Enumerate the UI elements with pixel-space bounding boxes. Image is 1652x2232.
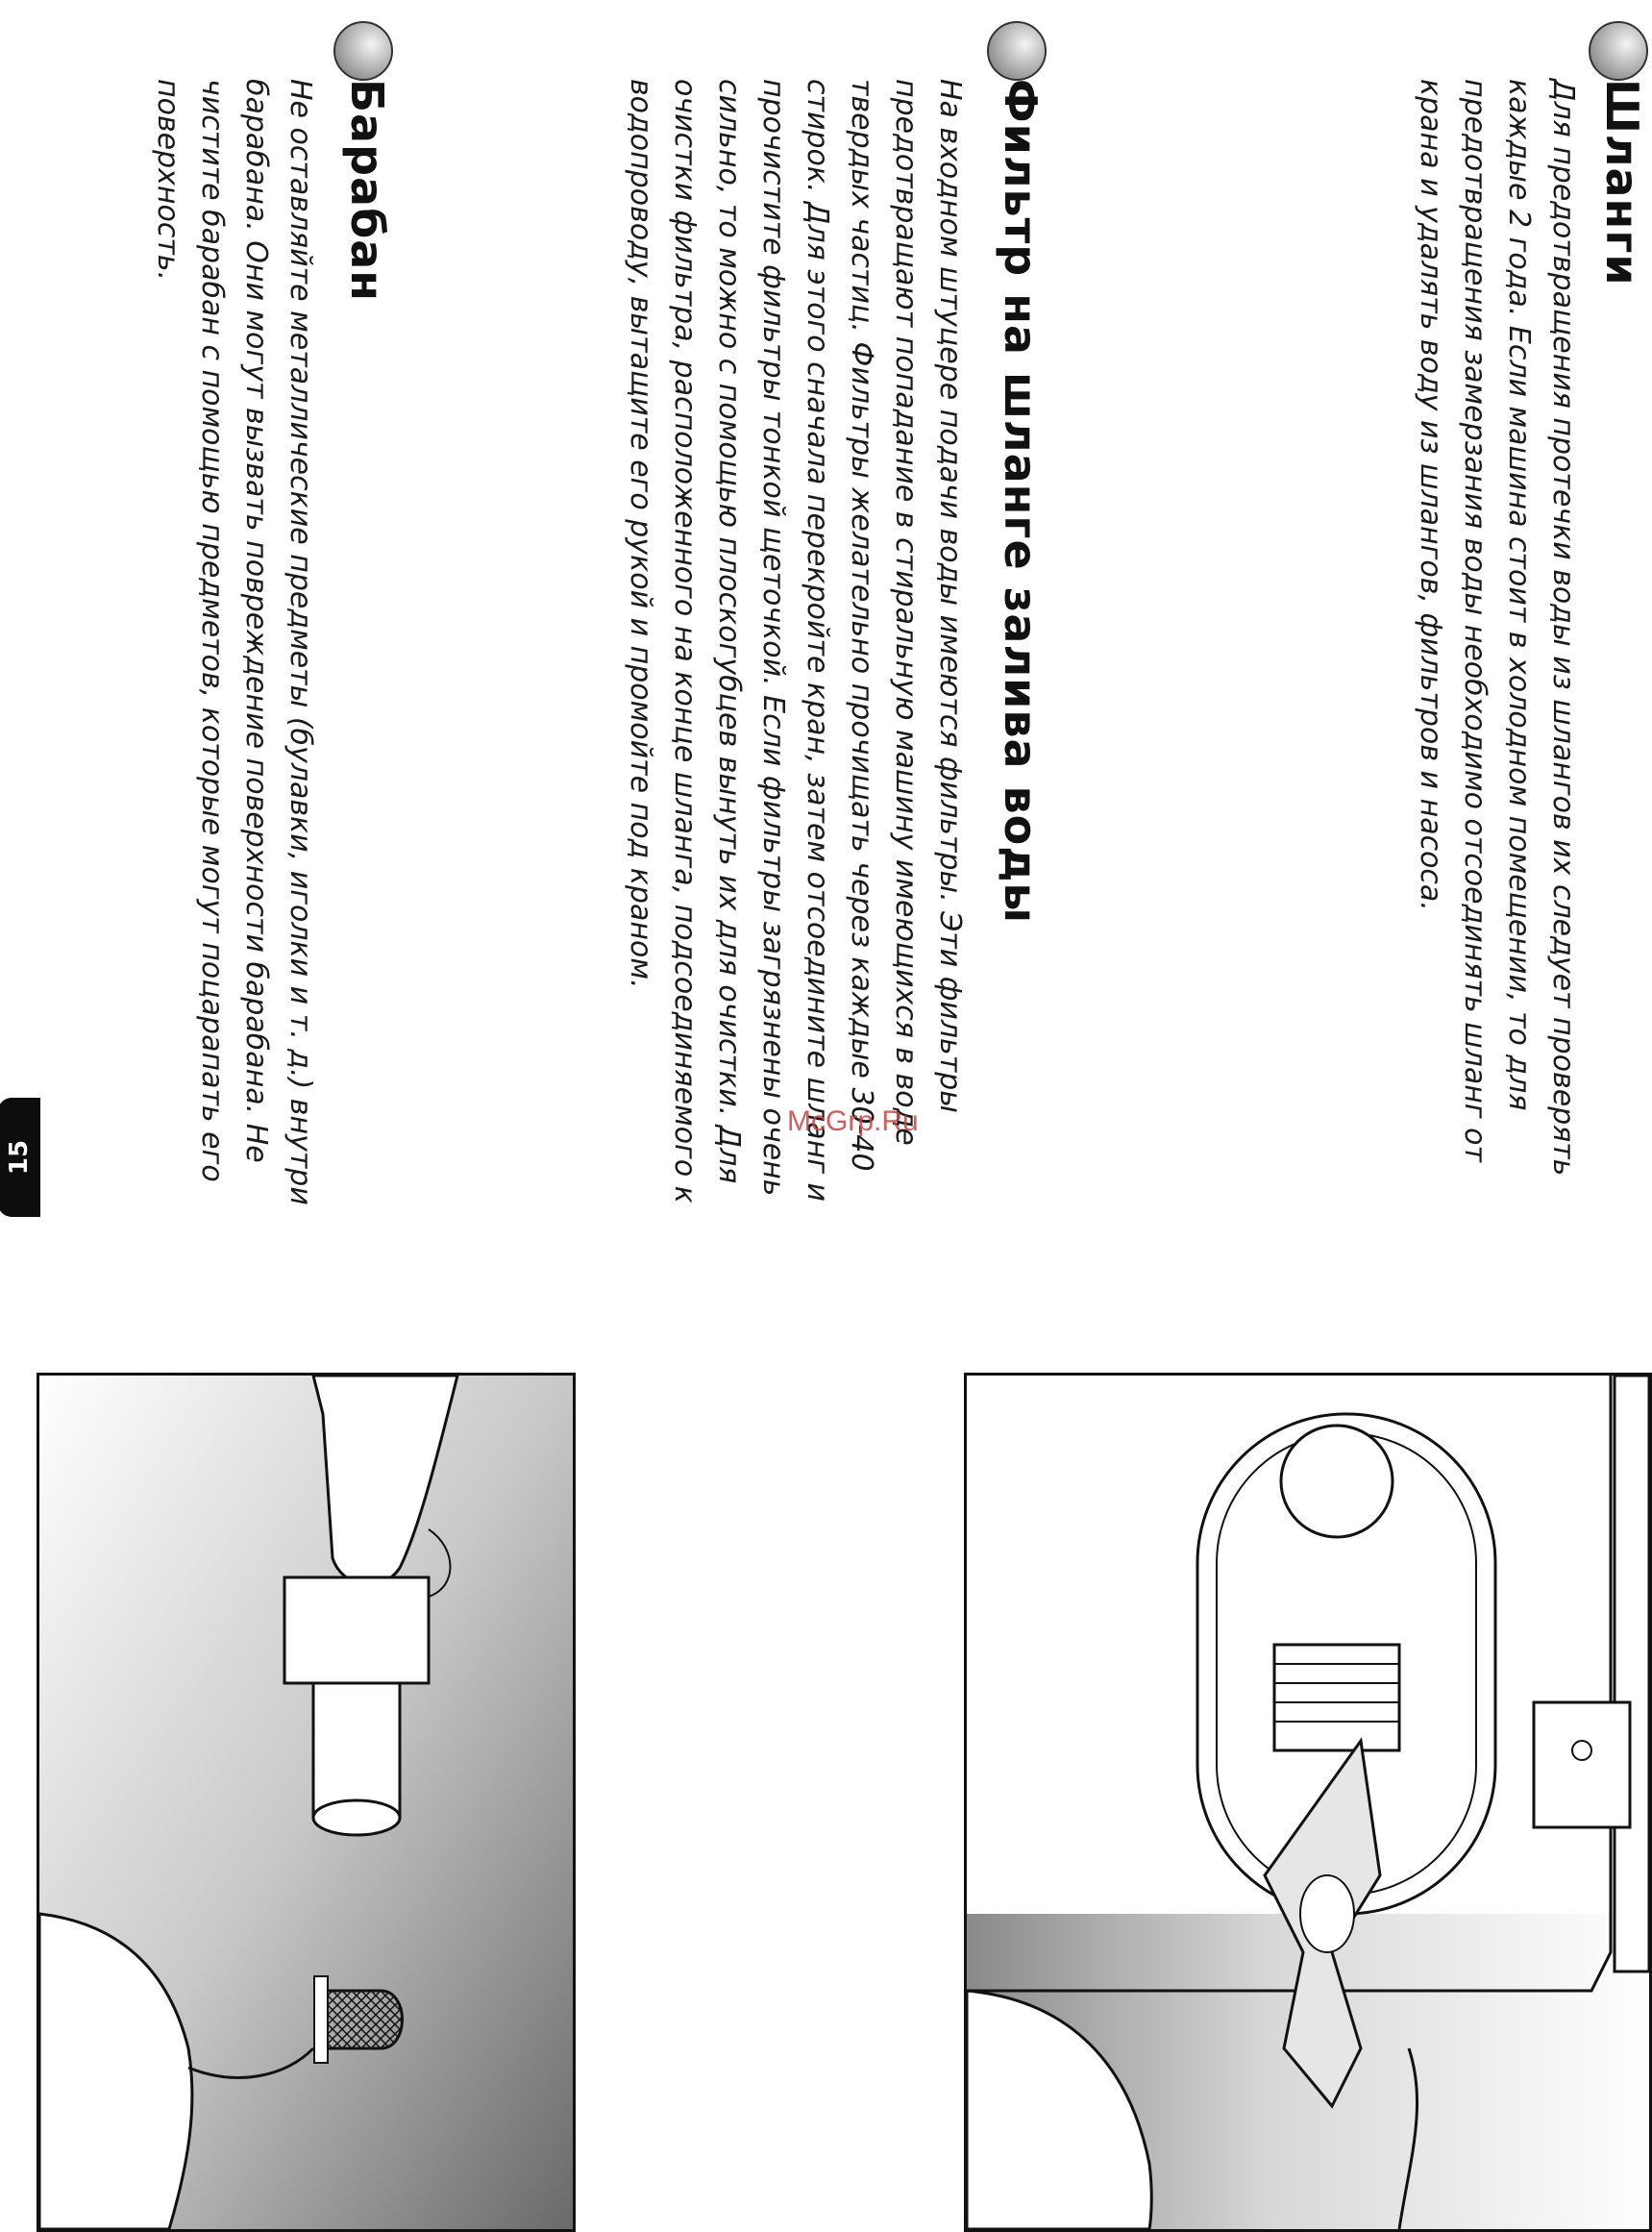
illustration-inlet-pliers [964,1373,1652,2232]
illustration-filter-in-hand [37,1373,576,2232]
section-bullet-icon [987,21,1047,81]
section-title-inlet-filter: Фильтр на шланге залива воды [995,79,1047,924]
pliers-illustration [967,1376,1649,2229]
section-title-drum: Барабан [341,79,393,303]
page-number: 15 [0,1098,40,1217]
section-text-inlet-filter: На входном штуцере подачи воды имеются фильтры. Эти фильтры предотвращают попадание в стиральную машину имеющихся в воде твердых частиц. Фильтры желательно прочищать через каждые 30-40 стирок. Для этого сначала перекройте кран, затем отсоедините шланг и прочистите фильтры тонкой щеточкой. Если фильтры загрязнены очень сильно, то можно с помощью плоскогубцев вынуть их для очистки. Для очистки фильтра, расположенного на конце шланга, подсоединяемого к водопроводу, вытащите его рукой и промойте под краном. [624,79,967,1203]
section-text-hoses: Для предотвращения протечки воды из шлангов их следует проверять каждые 2 года. Если машина стоит в холодном помещении, то для предотвращения замерзания воды необходимо отсоединять шланг от крана и удалять воду из шлангов, фильтров и насоса. [1414,79,1580,1177]
watermark: McGrp.Ru [787,1105,919,1137]
section-bullet-icon [333,21,393,81]
section-text-drum: Не оставляйте металлические предметы (булавки, иголки и т. д.) внутри барабана. Они могут вызвать повреждение поверхности барабана. Не чистите барабан с помощью предметов, которые могут поцарапать его поверхность. [151,79,317,1205]
section-title-hoses: Шланги [1596,79,1648,286]
section-bullet-icon [1589,21,1648,81]
filter-hand-illustration [39,1376,573,2229]
